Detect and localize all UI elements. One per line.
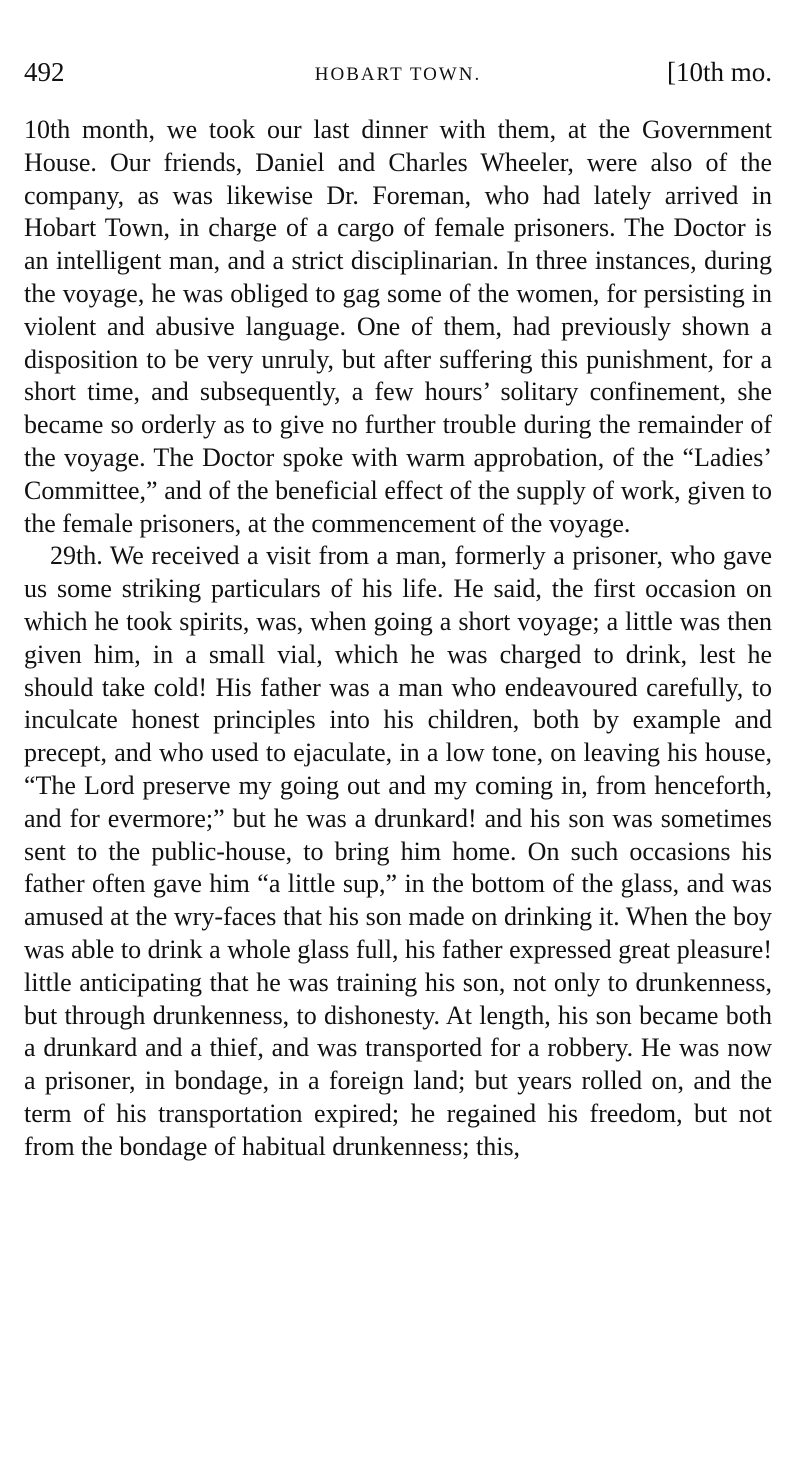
running-title: HOBART TOWN. (314, 64, 482, 85)
running-date: [10th mo. (667, 57, 772, 87)
paragraph-government-house-dinner: 10th month, we took our last dinner with them, at the Government House. Our friends, Daniel and Charles Wheeler, were also of the company, as was likewise Dr. Foreman, who had lately arrived in Hobart Town, in charge of a cargo of female prisoners. The Doctor is an intelligent man, and a strict disciplinarian. In three instances, during the voyage, he was obliged to gag some of the women, for persisting in violent and abusive language. One of them, had previously shown a disposition to be very unruly, but after suffering this punishment, for a short time, and subsequently, a few hours’ solitary confinement, she became so orderly as to give no further trouble during the remainder of the voyage. The Doctor spoke with warm approbation, of the “Ladies’ Committee,” and of the beneficial effect of the supply of work, given to the female prisoners, at the commencement of the voyage. (24, 115, 772, 538)
page-number: 492 (24, 57, 65, 87)
body-text (24, 114, 772, 1164)
book-page (24, 56, 772, 1164)
running-head (24, 56, 772, 96)
paragraph-former-prisoner-visit: 29th. We received a visit from a man, formerly a prisoner, who gave us some striking particulars of his life. He said, the first occasion on which he took spirits, was, when going a short voyage; a little was then given him, in a small vial, which he was charged to drink, lest he should take cold! His father was a man who endeavoured carefully, to inculcate honest principles into his children, both by example and precept, and who used to ejaculate, in a low tone, on leaving his house, “The Lord preserve my going out and my coming in, from henceforth, and for evermore;” but he was a drunkard! and his son was sometimes sent to the public-house, to bring him home. On such occasions his father often gave him “a little sup,” in the bottom of the glass, and was amused at the wry-faces that his son made on drinking it. When the boy was able to drink a whole glass full, his father expressed great pleasure! little anticipating that he was training his son, not only to drunkenness, but through drunkenness, to dishonesty. At length, his son became both a drunkard and a thief, and was transported for a robbery. He was now a prisoner, in bondage, in a foreign land; but years rolled on, and the term of his transportation expired; he regained his freedom, but not from the bondage of habitual drunkenness; this, (24, 541, 772, 1161)
